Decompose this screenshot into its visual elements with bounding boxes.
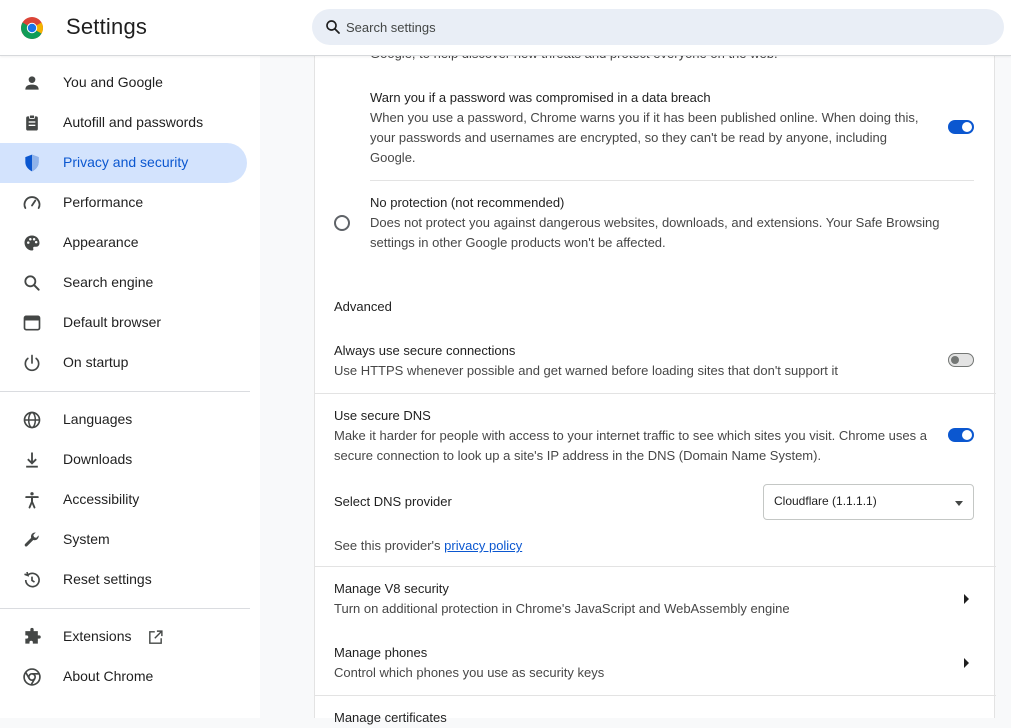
breach-warning-desc-2: your passwords and usernames are encrypted, so they can't be read by anyone, including bbox=[370, 130, 888, 145]
manage-phones-desc: Control which phones you use as security keys bbox=[334, 665, 605, 680]
sidebar-divider bbox=[0, 391, 250, 392]
sidebar-item-system[interactable] bbox=[0, 520, 247, 560]
sidebar-item-about-chrome[interactable] bbox=[0, 657, 247, 697]
sidebar-item-label: System bbox=[63, 531, 110, 547]
globe-icon bbox=[22, 410, 42, 430]
secure-dns-desc-1: Make it harder for people with access to your internet traffic to see which sites you visit. Chrome uses a bbox=[334, 428, 927, 443]
accessibility-icon bbox=[22, 490, 42, 510]
sidebar-item-label: Downloads bbox=[63, 451, 133, 467]
sidebar-item-label: Privacy and security bbox=[63, 154, 189, 170]
dns-provider-value: Cloudflare (1.1.1.1) bbox=[774, 494, 877, 508]
wrench-icon bbox=[22, 530, 42, 550]
person-icon bbox=[22, 73, 42, 93]
privacy-policy-text bbox=[334, 536, 522, 556]
no-protection-desc-2: settings in other Google products won't be affected. bbox=[370, 235, 666, 250]
manage-phones-title: Manage phones bbox=[334, 645, 428, 660]
sidebar-item-languages[interactable] bbox=[0, 400, 247, 440]
sidebar-item-label: Reset settings bbox=[63, 571, 152, 587]
sidebar-item-label: On startup bbox=[63, 354, 129, 370]
sidebar-item-label: About Chrome bbox=[63, 668, 154, 684]
advanced-heading: Advanced bbox=[334, 299, 392, 314]
search-input[interactable] bbox=[346, 9, 986, 45]
clipboard-icon bbox=[22, 113, 42, 133]
breach-warning-desc-1: When you use a password, Chrome warns you if it has been published online. When doing this, bbox=[370, 110, 919, 125]
page-title: Settings bbox=[66, 14, 148, 39]
sidebar-item-label: Performance bbox=[63, 194, 144, 210]
top-bar bbox=[0, 0, 1011, 56]
sidebar-item-you-and-google[interactable] bbox=[0, 63, 247, 103]
manage-certificates-title[interactable]: Manage certificates bbox=[334, 710, 447, 725]
privacy-policy-prefix: See this provider's bbox=[334, 538, 441, 553]
sidebar-item-label: Appearance bbox=[63, 234, 139, 250]
chevron-down-icon bbox=[955, 501, 963, 506]
download-icon bbox=[22, 450, 42, 470]
sidebar-item-label: Languages bbox=[63, 411, 133, 427]
sidebar-item-performance[interactable] bbox=[0, 183, 247, 223]
secure-dns-toggle[interactable] bbox=[948, 428, 974, 442]
settings-card bbox=[314, 56, 995, 725]
sidebar-item-extensions[interactable] bbox=[0, 617, 247, 657]
chrome-icon bbox=[22, 667, 42, 687]
dns-provider-select[interactable] bbox=[763, 484, 974, 520]
sidebar-item-downloads[interactable] bbox=[0, 440, 247, 480]
sidebar-item-privacy[interactable] bbox=[0, 143, 247, 183]
sidebar-item-on-startup[interactable] bbox=[0, 343, 247, 383]
sidebar-item-appearance[interactable] bbox=[0, 223, 247, 263]
speedometer-icon bbox=[22, 193, 42, 213]
sidebar-item-autofill[interactable] bbox=[0, 103, 247, 143]
sidebar-divider bbox=[0, 608, 250, 609]
secure-dns-desc-2: secure connection to look up a site's IP address in the DNS (Domain Name System). bbox=[334, 448, 822, 463]
no-protection-radio[interactable] bbox=[334, 215, 350, 231]
divider bbox=[315, 393, 996, 394]
main-content bbox=[260, 56, 1011, 725]
arrow-right-icon bbox=[964, 658, 969, 668]
sidebar-item-accessibility[interactable] bbox=[0, 480, 247, 520]
manage-phones-row[interactable] bbox=[315, 631, 996, 695]
privacy-policy-link[interactable]: privacy policy bbox=[444, 538, 523, 553]
shield-icon bbox=[22, 153, 42, 173]
no-protection-desc-1: Does not protect you against dangerous websites, downloads, and extensions. Your Safe Browsing bbox=[370, 215, 940, 230]
sidebar-item-label: You and Google bbox=[63, 74, 163, 90]
sidebar-item-default-browser[interactable] bbox=[0, 303, 247, 343]
search-box[interactable] bbox=[312, 9, 1004, 45]
history-icon bbox=[22, 570, 42, 590]
power-icon bbox=[22, 353, 42, 373]
search-icon bbox=[324, 18, 342, 36]
manage-v8-row[interactable] bbox=[315, 567, 996, 630]
browser-icon bbox=[22, 313, 42, 333]
https-first-toggle[interactable] bbox=[948, 353, 974, 367]
open-in-new-icon bbox=[147, 629, 164, 646]
sidebar-item-reset-settings[interactable] bbox=[0, 560, 247, 600]
sidebar-item-label: Autofill and passwords bbox=[63, 114, 204, 130]
divider bbox=[370, 180, 974, 181]
puzzle-icon bbox=[22, 627, 42, 647]
sidebar-item-label: Default browser bbox=[63, 314, 162, 330]
sidebar bbox=[0, 56, 260, 718]
palette-icon bbox=[22, 233, 42, 253]
arrow-right-icon bbox=[964, 594, 969, 604]
https-first-desc: Use HTTPS whenever possible and get warned before loading sites that don't support it bbox=[334, 363, 838, 378]
secure-dns-title: Use secure DNS bbox=[334, 408, 431, 423]
no-protection-title: No protection (not recommended) bbox=[370, 195, 565, 210]
https-first-title: Always use secure connections bbox=[334, 343, 516, 358]
dns-provider-label: Select DNS provider bbox=[334, 494, 452, 509]
manage-v8-title: Manage V8 security bbox=[334, 581, 449, 596]
sidebar-item-search-engine[interactable] bbox=[0, 263, 247, 303]
divider bbox=[315, 695, 996, 696]
sidebar-item-label: Search engine bbox=[63, 274, 154, 290]
search-icon bbox=[22, 273, 42, 293]
breach-warning-desc-3: Google. bbox=[370, 150, 416, 165]
sidebar-item-label: Extensions bbox=[63, 628, 132, 644]
breach-warning-toggle[interactable] bbox=[948, 120, 974, 134]
manage-v8-desc: Turn on additional protection in Chrome's JavaScript and WebAssembly engine bbox=[334, 601, 790, 616]
breach-warning-title: Warn you if a password was compromised in a data breach bbox=[370, 90, 711, 105]
chrome-logo-icon bbox=[20, 16, 44, 40]
sidebar-item-label: Accessibility bbox=[63, 491, 140, 507]
